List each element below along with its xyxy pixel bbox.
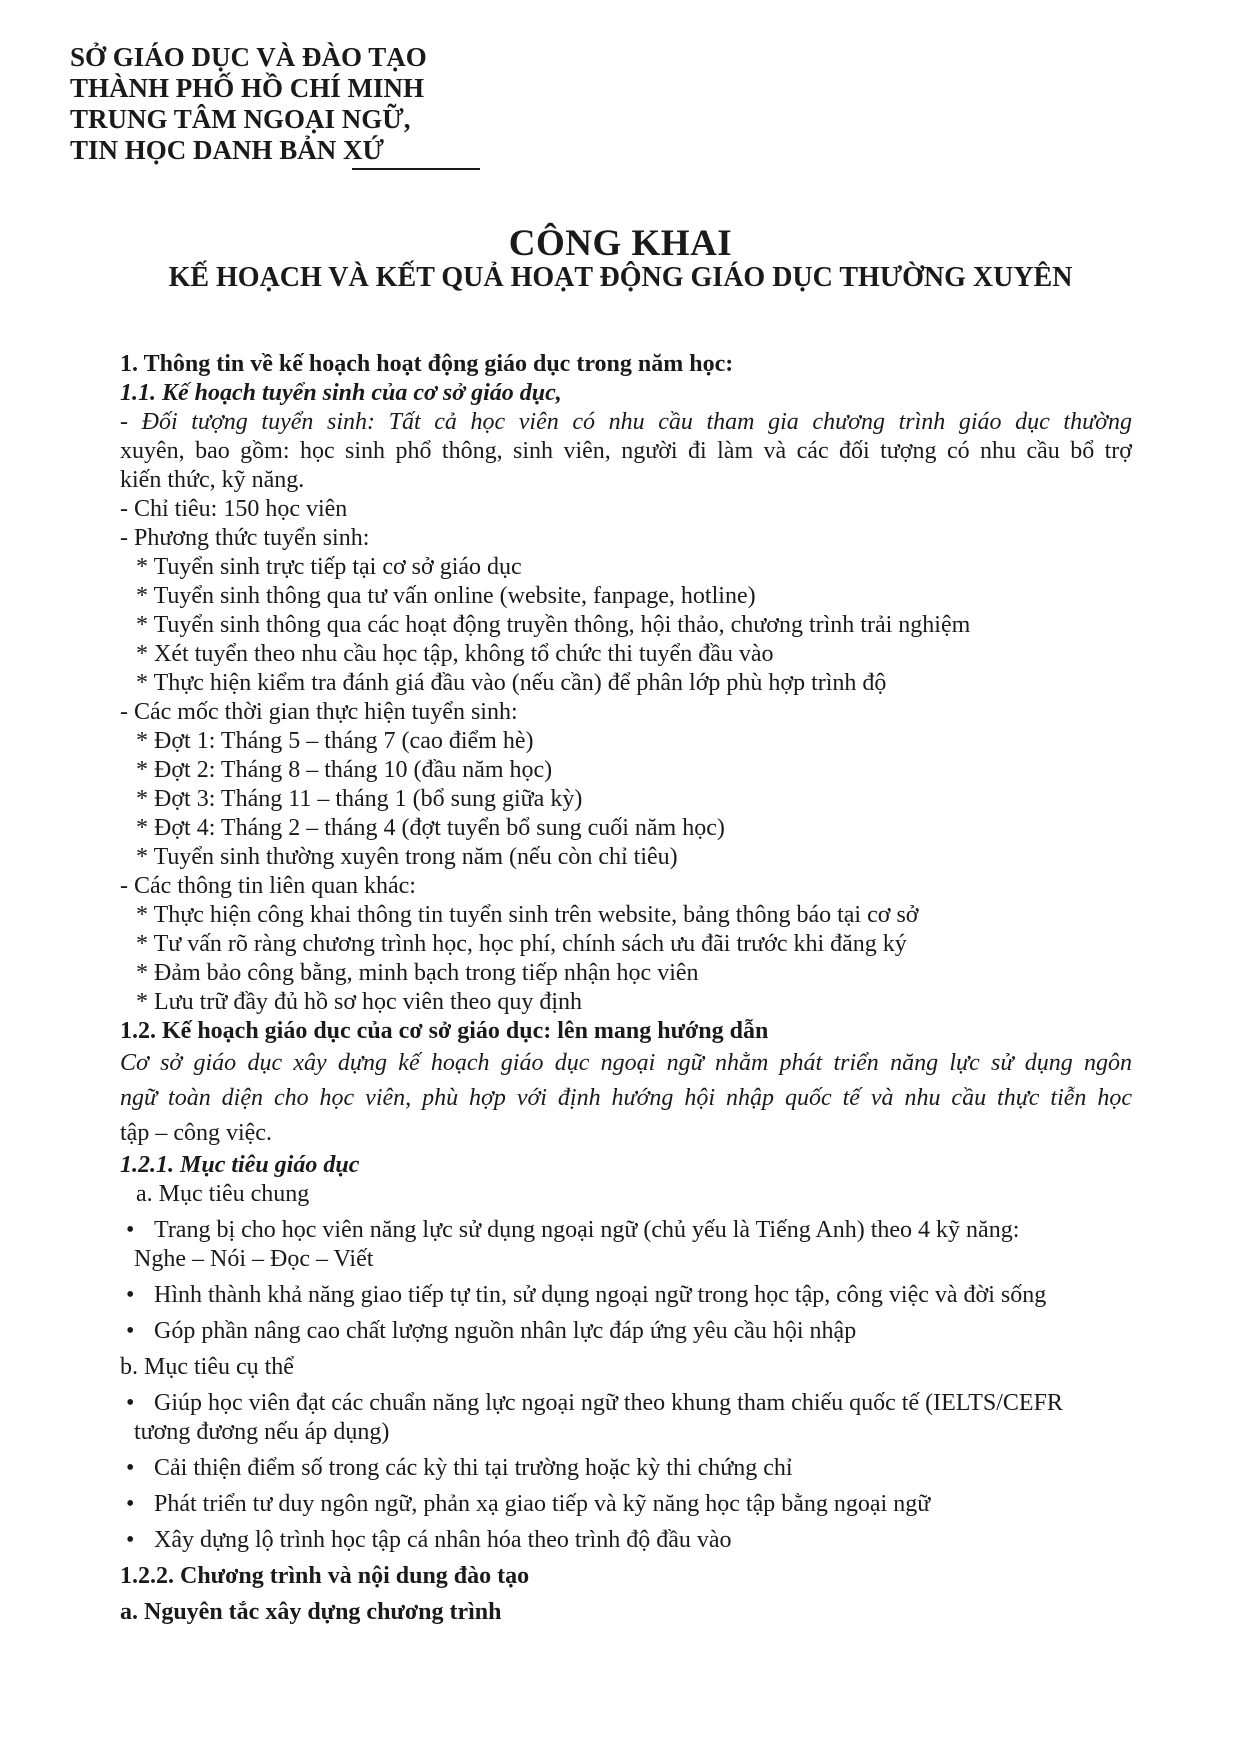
- section-1-1-heading: 1.1. Kế hoạch tuyển sinh của cơ sở giáo dục,: [120, 380, 562, 406]
- general-objective-item: • Hình thành khả năng giao tiếp tự tin, sử dụng ngoại ngữ trong học tập, công việc và đời sống: [120, 1281, 1132, 1310]
- other-info-item: * Thực hiện công khai thông tin tuyển sinh trên website, bảng thông báo tại cơ sở: [136, 902, 919, 928]
- education-plan-intro-line-1: Cơ sở giáo dục xây dựng kế hoạch giáo dục ngoại ngữ nhằm phát triển năng lực sử dụng ngôn: [120, 1050, 1132, 1076]
- header-underline: [352, 168, 480, 170]
- admission-method-item: * Tuyển sinh trực tiếp tại cơ sở giáo dục: [136, 554, 522, 580]
- program-principles-heading: a. Nguyên tắc xây dựng chương trình: [120, 1599, 502, 1625]
- admission-target-line-2: xuyên, bao gồm: học sinh phổ thông, sinh viên, người đi làm và các đối tượng có nhu cầu bổ trợ: [120, 438, 1132, 464]
- org-line-department: SỞ GIÁO DỤC VÀ ĐÀO TẠO: [70, 42, 427, 72]
- specific-objective-item-continued: tương đương nếu áp dụng): [134, 1419, 390, 1445]
- admission-method-item: * Tuyển sinh thông qua các hoạt động truyền thông, hội thảo, chương trình trải nghiệm: [136, 612, 971, 638]
- section-1-2-1-heading: 1.2.1. Mục tiêu giáo dục: [120, 1152, 360, 1178]
- admission-methods-heading: - Phương thức tuyển sinh:: [120, 525, 370, 551]
- document-title: CÔNG KHAI: [508, 223, 733, 264]
- other-info-item: * Tư vấn rõ ràng chương trình học, học phí, chính sách ưu đãi trước khi đăng ký: [136, 931, 907, 957]
- general-objective-item-continued: Nghe – Nói – Đọc – Viết: [134, 1246, 374, 1272]
- admission-method-item: * Xét tuyển theo nhu cầu học tập, không tổ chức thi tuyển đầu vào: [136, 641, 774, 667]
- admission-target-line-3: kiến thức, kỹ năng.: [120, 467, 305, 493]
- admission-timeline-item: * Tuyển sinh thường xuyên trong năm (nếu còn chỉ tiêu): [136, 844, 678, 870]
- admission-timeline-item: * Đợt 2: Tháng 8 – tháng 10 (đầu năm học): [136, 757, 553, 783]
- admission-method-item: * Tuyển sinh thông qua tư vấn online (website, fanpage, hotline): [136, 583, 756, 609]
- org-line-center-name: TIN HỌC DANH BẢN XỨ: [70, 135, 385, 165]
- document-body: [120, 350, 1132, 1627]
- org-line-center: TRUNG TÂM NGOẠI NGỮ,: [70, 104, 411, 134]
- other-info-heading: - Các thông tin liên quan khác:: [120, 873, 416, 899]
- education-plan-intro-line-3: tập – công việc.: [120, 1120, 272, 1146]
- section-1-2-heading: 1.2. Kế hoạch giáo dục của cơ sở giáo dục: lên mang hướng dẫn: [120, 1018, 769, 1044]
- general-objective-heading: a. Mục tiêu chung: [136, 1181, 310, 1207]
- section-1-2-2-heading: 1.2.2. Chương trình và nội dung đào tạo: [120, 1563, 530, 1589]
- general-objective-item: • Góp phần nâng cao chất lượng nguồn nhân lực đáp ứng yêu cầu hội nhập: [120, 1317, 1132, 1346]
- general-objective-item: • Trang bị cho học viên năng lực sử dụng ngoại ngữ (chủ yếu là Tiếng Anh) theo 4 kỹ năng:: [120, 1216, 1132, 1245]
- specific-objective-item: • Cải thiện điểm số trong các kỳ thi tại trường hoặc kỳ thi chứng chỉ: [120, 1454, 1132, 1483]
- specific-objective-item: • Xây dựng lộ trình học tập cá nhân hóa theo trình độ đầu vào: [120, 1526, 1132, 1555]
- other-info-item: * Lưu trữ đầy đủ hồ sơ học viên theo quy định: [136, 989, 582, 1015]
- document-subtitle: KẾ HOẠCH VÀ KẾT QUẢ HOẠT ĐỘNG GIÁO DỤC THƯỜNG XUYÊN: [168, 262, 1073, 293]
- admission-timeline-item: * Đợt 3: Tháng 11 – tháng 1 (bổ sung giữa kỳ): [136, 786, 583, 812]
- other-info-item: * Đảm bảo công bằng, minh bạch trong tiếp nhận học viên: [136, 960, 699, 986]
- specific-objective-item: • Giúp học viên đạt các chuẩn năng lực ngoại ngữ theo khung tham chiếu quốc tế (IELTS/CEFR: [120, 1389, 1132, 1418]
- admission-method-item: * Thực hiện kiểm tra đánh giá đầu vào (nếu cần) để phân lớp phù hợp trình độ: [136, 670, 887, 696]
- education-plan-intro-line-2: ngữ toàn diện cho học viên, phù hợp với định hướng hội nhập quốc tế và nhu cầu thực tiễn học: [120, 1085, 1132, 1111]
- organization-header: [70, 42, 427, 166]
- specific-objective-heading: b. Mục tiêu cụ thể: [120, 1354, 294, 1380]
- section-1-heading: 1. Thông tin về kế hoạch hoạt động giáo dục trong năm học:: [120, 351, 734, 377]
- admission-quota: - Chỉ tiêu: 150 học viên: [120, 496, 348, 522]
- admission-target-line-1: - Đối tượng tuyển sinh: Tất cả học viên có nhu cầu tham gia chương trình giáo dục thường: [120, 409, 1132, 435]
- org-line-city: THÀNH PHỐ HỒ CHÍ MINH: [70, 73, 425, 103]
- admission-timeline-heading: - Các mốc thời gian thực hiện tuyển sinh:: [120, 699, 518, 725]
- admission-timeline-item: * Đợt 1: Tháng 5 – tháng 7 (cao điểm hè): [136, 728, 534, 754]
- admission-timeline-item: * Đợt 4: Tháng 2 – tháng 4 (đợt tuyển bổ sung cuối năm học): [136, 815, 725, 841]
- specific-objective-item: • Phát triển tư duy ngôn ngữ, phản xạ giao tiếp và kỹ năng học tập bằng ngoại ngữ: [120, 1490, 1132, 1519]
